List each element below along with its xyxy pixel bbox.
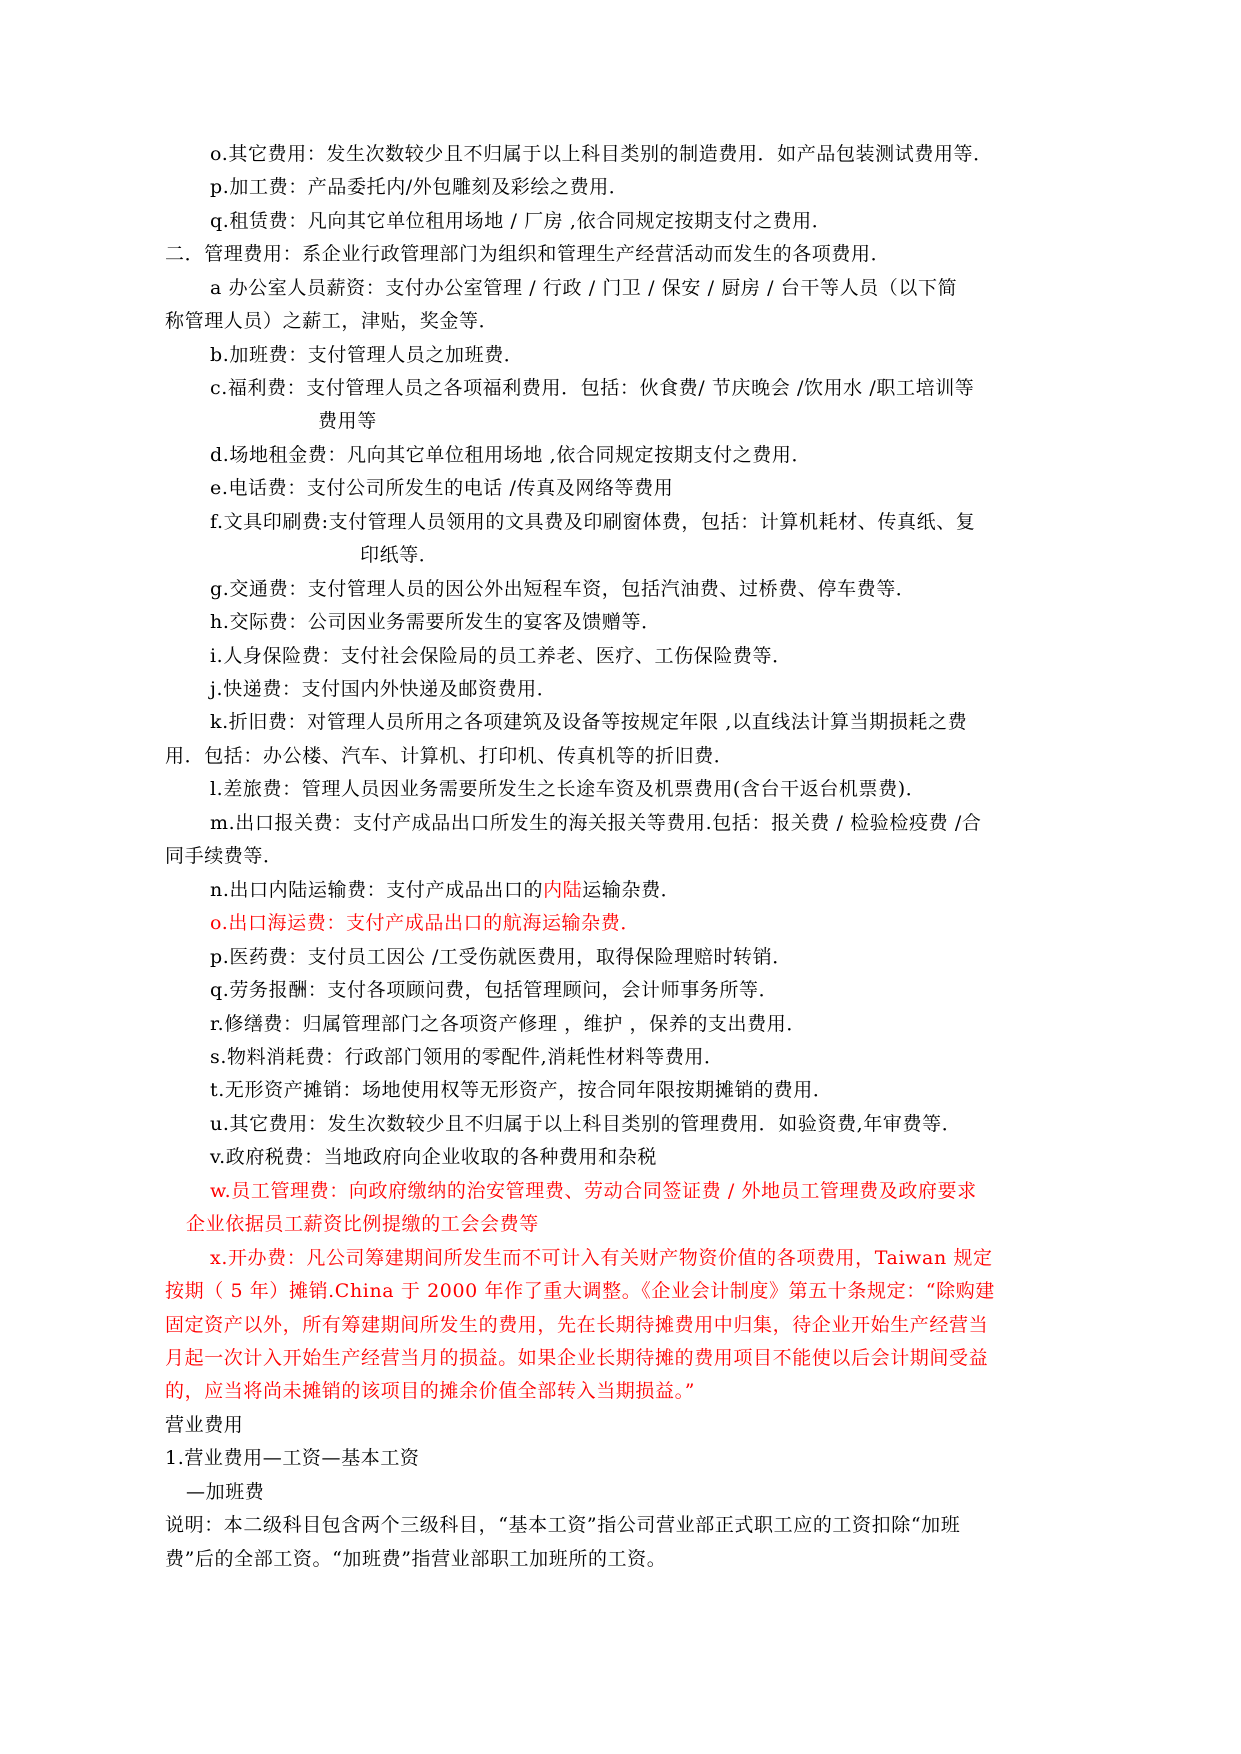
line-mfg-o: o.其它费用：发生次数较少且不归属于以上科目类别的制造费用．如产品包装测试费用等． xyxy=(210,143,993,165)
section-heading-sales-expenses: 营业费用 xyxy=(165,1414,244,1436)
line-adm-w-1: w.员工管理费：向政府缴纳的治安管理费、劳动合同签证费 / 外地员工管理费及政府要求 xyxy=(210,1180,977,1202)
line-sales-1: 1.营业费用—工资—基本工资 xyxy=(165,1447,420,1469)
line-adm-m-1: m.出口报关费：支付产成品出口所发生的海关报关等费用.包括：报关费 / 检验检疫费 /合 xyxy=(210,812,982,834)
line-adm-s: s.物料消耗费：行政部门领用的零配件,消耗性材料等费用． xyxy=(210,1046,724,1068)
line-adm-h: h.交际费：公司因业务需要所发生的宴客及馈赠等． xyxy=(210,611,661,633)
line-adm-q: q.劳务报酬：支付各项顾问费，包括管理顾问，会计师事务所等． xyxy=(210,979,779,1001)
line-adm-m-2: 同手续费等． xyxy=(165,845,283,867)
line-adm-t: t.无形资产摊销：场地使用权等无形资产，按合同年限按期摊销的费用． xyxy=(210,1079,833,1101)
line-mfg-q: q.租赁费：凡向其它单位租用场地 / 厂房 ,依合同规定按期支付之费用． xyxy=(210,210,832,232)
line-adm-c-2: 费用等 xyxy=(318,410,377,432)
line-sales-note-1: 说明：本二级科目包含两个三级科目，“基本工资”指公司营业部正式职工应的工资扣除“加班 xyxy=(165,1514,961,1536)
line-adm-w-2: 企业依据员工薪资比例提缴的工会会费等 xyxy=(186,1213,539,1235)
line-adm-r: r.修缮费：归属管理部门之各项资产修理 ，维护 ，保养的支出费用． xyxy=(210,1013,806,1035)
line-mfg-p: p.加工费：产品委托内/外包雕刻及彩绘之费用． xyxy=(210,176,629,198)
line-adm-x-2: 按期（ 5 年）摊销.China 于 2000 年作了重大调整。《企业会计制度》第五十条规定：“除购建 xyxy=(165,1280,995,1302)
line-adm-x-5: 的，应当将尚未摊销的该项目的摊余价值全部转入当期损益。” xyxy=(165,1380,696,1402)
line-adm-n-part3: 运输杂费． xyxy=(582,879,681,901)
line-adm-k-2: 用．包括：办公楼、汽车、计算机、打印机、传真机等的折旧费． xyxy=(165,745,734,767)
line-adm-n-part1: n.出口内陆运输费：支付产成品出口的 xyxy=(210,879,544,901)
line-adm-d: d.场地租金费：凡向其它单位租用场地 ,依合同规定按期支付之费用． xyxy=(210,444,812,466)
line-adm-x-1: x.开办费：凡公司筹建期间所发生而不可计入有关财产物资价值的各项费用，Taiwan 规定 xyxy=(210,1247,993,1269)
line-adm-k-1: k.折旧费：对管理人员所用之各项建筑及设备等按规定年限 ,以直线法计算当期损耗之费 xyxy=(210,711,968,733)
line-adm-f-1: f.文具印刷费:支付管理人员领用的文具费及印刷窗体费，包括：计算机耗材、传真纸、复 xyxy=(210,511,976,533)
line-adm-a-1: a 办公室人员薪资：支付办公室管理 / 行政 / 门卫 / 保安 / 厨房 / 台干等人员（以下简 xyxy=(210,277,958,299)
line-adm-x-3: 固定资产以外，所有筹建期间所发生的费用，先在长期待摊费用中归集，待企业开始生产经营当 xyxy=(165,1314,989,1336)
line-adm-f-2: 印纸等． xyxy=(360,544,439,566)
line-adm-c-1: c.福利费：支付管理人员之各项福利费用．包括：伙食费/ 节庆晚会 /饮用水 /职工培训等 xyxy=(210,377,975,399)
line-adm-v: v.政府税费：当地政府向企业收取的各种费用和杂税 xyxy=(210,1146,657,1168)
line-adm-u: u.其它费用：发生次数较少且不归属于以上科目类别的管理费用．如验资费,年审费等． xyxy=(210,1113,962,1135)
line-adm-l: l.差旅费：管理人员因业务需要所发生之长途车资及机票费用(含台干返台机票费)． xyxy=(210,778,926,800)
line-adm-j: j.快递费：支付国内外快递及邮资费用． xyxy=(210,678,557,700)
line-sales-note-2: 费”后的全部工资。“加班费”指营业部职工加班所的工资。 xyxy=(165,1548,667,1570)
line-adm-a-2: 称管理人员）之薪工，津贴，奖金等． xyxy=(165,310,499,332)
line-adm-n xyxy=(210,877,680,903)
line-adm-e: e.电话费：支付公司所发生的电话 /传真及网络等费用 xyxy=(210,477,674,499)
line-adm-b: b.加班费：支付管理人员之加班费． xyxy=(210,344,524,366)
line-adm-o: o.出口海运费：支付产成品出口的航海运输杂费． xyxy=(210,912,640,934)
line-adm-g: g.交通费：支付管理人员的因公外出短程车资，包括汽油费、过桥费、停车费等． xyxy=(210,578,916,600)
line-sales-1-sub: —加班费 xyxy=(186,1481,265,1503)
section-heading-management-expenses: 二．管理费用：系企业行政管理部门为组织和管理生产经营活动而发生的各项费用． xyxy=(165,243,891,265)
line-adm-x-4: 月起一次计入开始生产经营当月的损益。如果企业长期待摊的费用项目不能使以后会计期间受益 xyxy=(165,1347,989,1369)
line-adm-i: i.人身保险费：支付社会保险局的员工养老、医疗、工伤保险费等． xyxy=(210,645,792,667)
line-adm-p: p.医药费：支付员工因公 /工受伤就医费用，取得保险理赔时转销． xyxy=(210,946,792,968)
line-adm-n-highlight: 内陆 xyxy=(543,879,583,901)
